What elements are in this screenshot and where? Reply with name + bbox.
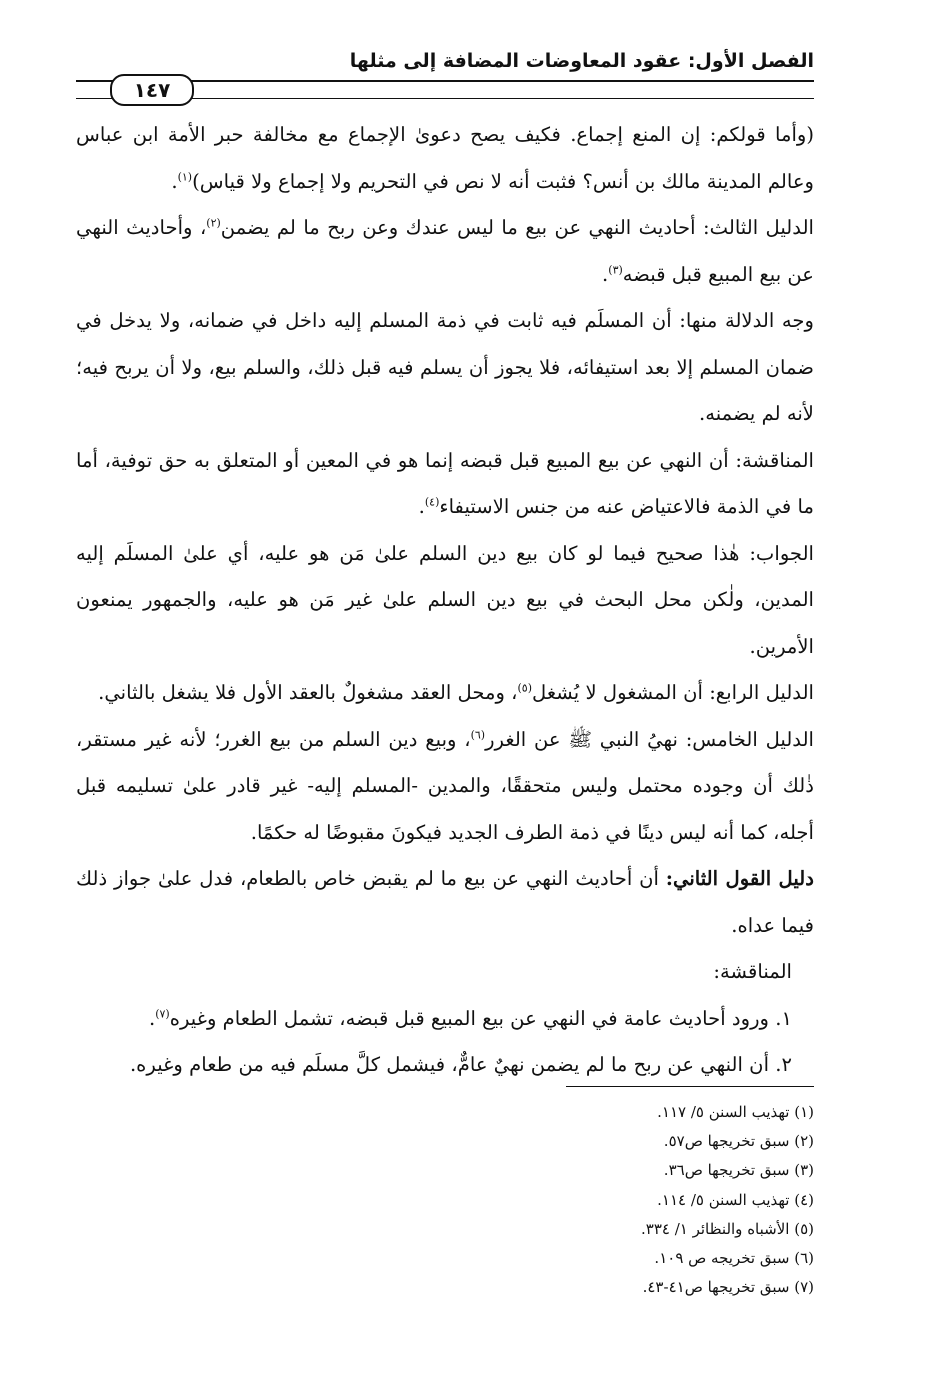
paragraph-quote-end: .	[171, 169, 178, 193]
list-item-1-end: .	[148, 1006, 156, 1030]
footnote-3: (٣) سبق تخريجها ص٣٦.	[663, 1161, 814, 1180]
list-item-1-text: ١. ورود أحاديث عامة في النهي عن بيع المبيع قبل قبضه، تشمل الطعام وغيره	[169, 1006, 792, 1030]
paragraph-discussion-heading: المناقشة:	[713, 960, 792, 983]
second-opinion-lead: دليل القول الثاني:	[665, 867, 814, 890]
footnote-ref-7: (٧)	[155, 1006, 170, 1020]
third-evidence-mid: ، وأحاديث النهي عن بيع المبيع قبل قبضه	[76, 216, 814, 286]
footnote-ref-5: (٥)	[517, 681, 533, 695]
main-text	[76, 112, 814, 1089]
paragraph-fourth-evidence	[76, 670, 814, 717]
fifth-evidence-text: الدليل الخامس: نهيُ النبي ﷺ عن الغرر	[485, 727, 814, 751]
third-evidence-end: .	[602, 262, 609, 286]
footnote-1: (١) تهذيب السنن ٥/ ١١٧.	[657, 1103, 814, 1121]
paragraph-discussion	[76, 438, 814, 531]
list-item-1	[76, 996, 814, 1043]
footnote-5: (٥) الأشباه والنظائر ١/ ٣٣٤.	[640, 1219, 814, 1238]
discussion-text: المناقشة: أن النهي عن بيع المبيع قبل قبضه إنما هو في المعين أو المتعلق به حق توفية، أما ما في الذمة فالاعتياض عنه من جنس الاستيفاء	[76, 448, 814, 518]
footnote-ref-3: (٣)	[608, 262, 623, 276]
paragraph-inference: وجه الدلالة منها: أن المسلَم فيه ثابت في ذمة المسلم إليه داخل في ضمانه، ولا يدخل في ضمان المسلم إلا بعد استيفائه، فلا يجوز أن يسلم فيه قبل ذلك، والسلم بيع، ولا أن يربح فيه؛ لأنه لم يضمنه.	[76, 309, 814, 425]
list-item-2: ٢. أن النهي عن ربح ما لم يضمن نهيٌ عامٌّ، فيشمل كلَّ مسلَم فيه من طعام وغيره.	[129, 1053, 792, 1076]
footnote-ref-2: (٢)	[206, 216, 221, 230]
paragraph-second-opinion	[76, 856, 814, 949]
fifth-evidence-end: ، وبيع دين السلم من بيع الغرر؛ لأنه غير مستقر، ذٰلك أن وجوده محتمل وليس متحققًا، والمدين -المسلم إليه- غير قادر علىٰ تسليمه قبل أجله، كما أنه ليس دينًا في ذمة الطرف الجديد فيكونَ مقبوضًا له حكمًا.	[76, 727, 814, 844]
paragraph-quote	[76, 112, 814, 205]
discussion-end: .	[418, 495, 425, 518]
paragraph-answer: الجواب: هٰذا صحيح فيما لو كان بيع دين السلم علىٰ مَن هو عليه، أي علىٰ المسلَم إليه المدين، ولٰكن محل البحث في بيع دين السلم علىٰ غير مَن هو عليه، والجمهور يمنعون الأمرين.	[76, 541, 814, 658]
footnote-separator	[566, 1086, 814, 1087]
footnote-7: (٧) سبق تخريجها ص٤١-٤٣.	[642, 1278, 814, 1297]
paragraph-third-evidence	[76, 205, 814, 298]
fourth-evidence-text: الدليل الرابع: أن المشغول لا يُشغل	[532, 681, 814, 704]
footnote-ref-6: (٦)	[470, 727, 486, 741]
footnote-6: (٦) سبق تخريجه ص ١٠٩.	[654, 1249, 814, 1268]
third-evidence-text: الدليل الثالث: أحاديث النهي عن بيع ما ليس عندك وعن ربح ما لم يضمن	[220, 216, 814, 239]
second-opinion-text: أن أحاديث النهي عن بيع ما لم يقبض خاص بالطعام، فدل علىٰ جواز ذلك فيما عداه.	[76, 867, 814, 937]
paragraph-fifth-evidence	[76, 717, 814, 857]
footnotes	[314, 1098, 814, 1302]
page-number: ١٤٧	[110, 74, 194, 106]
running-header-title: الفصل الأول: عقود المعاوضات المضافة إلى مثلها	[349, 50, 814, 72]
footnote-2: (٢) سبق تخريجها ص٥٧.	[663, 1132, 814, 1151]
footnote-ref-4: (٤)	[424, 495, 440, 509]
fourth-evidence-end: ، ومحل العقد مشغولٌ بالعقد الأول فلا يشغل بالثاني.	[98, 681, 518, 704]
footnote-ref-1: (١)	[177, 169, 193, 183]
footnote-4: (٤) تهذيب السنن ٥/ ١١٤.	[657, 1190, 814, 1209]
paragraph-quote-text: (وأما قولكم: إن المنع إجماع. فكيف يصح دعوىٰ الإجماع مع مخالفة حبر الأمة ابن عباس وعالم المدينة مالك بن أنس؟ فثبت أنه لا نص في التحريم ولا إجماع ولا قياس)	[76, 123, 814, 193]
